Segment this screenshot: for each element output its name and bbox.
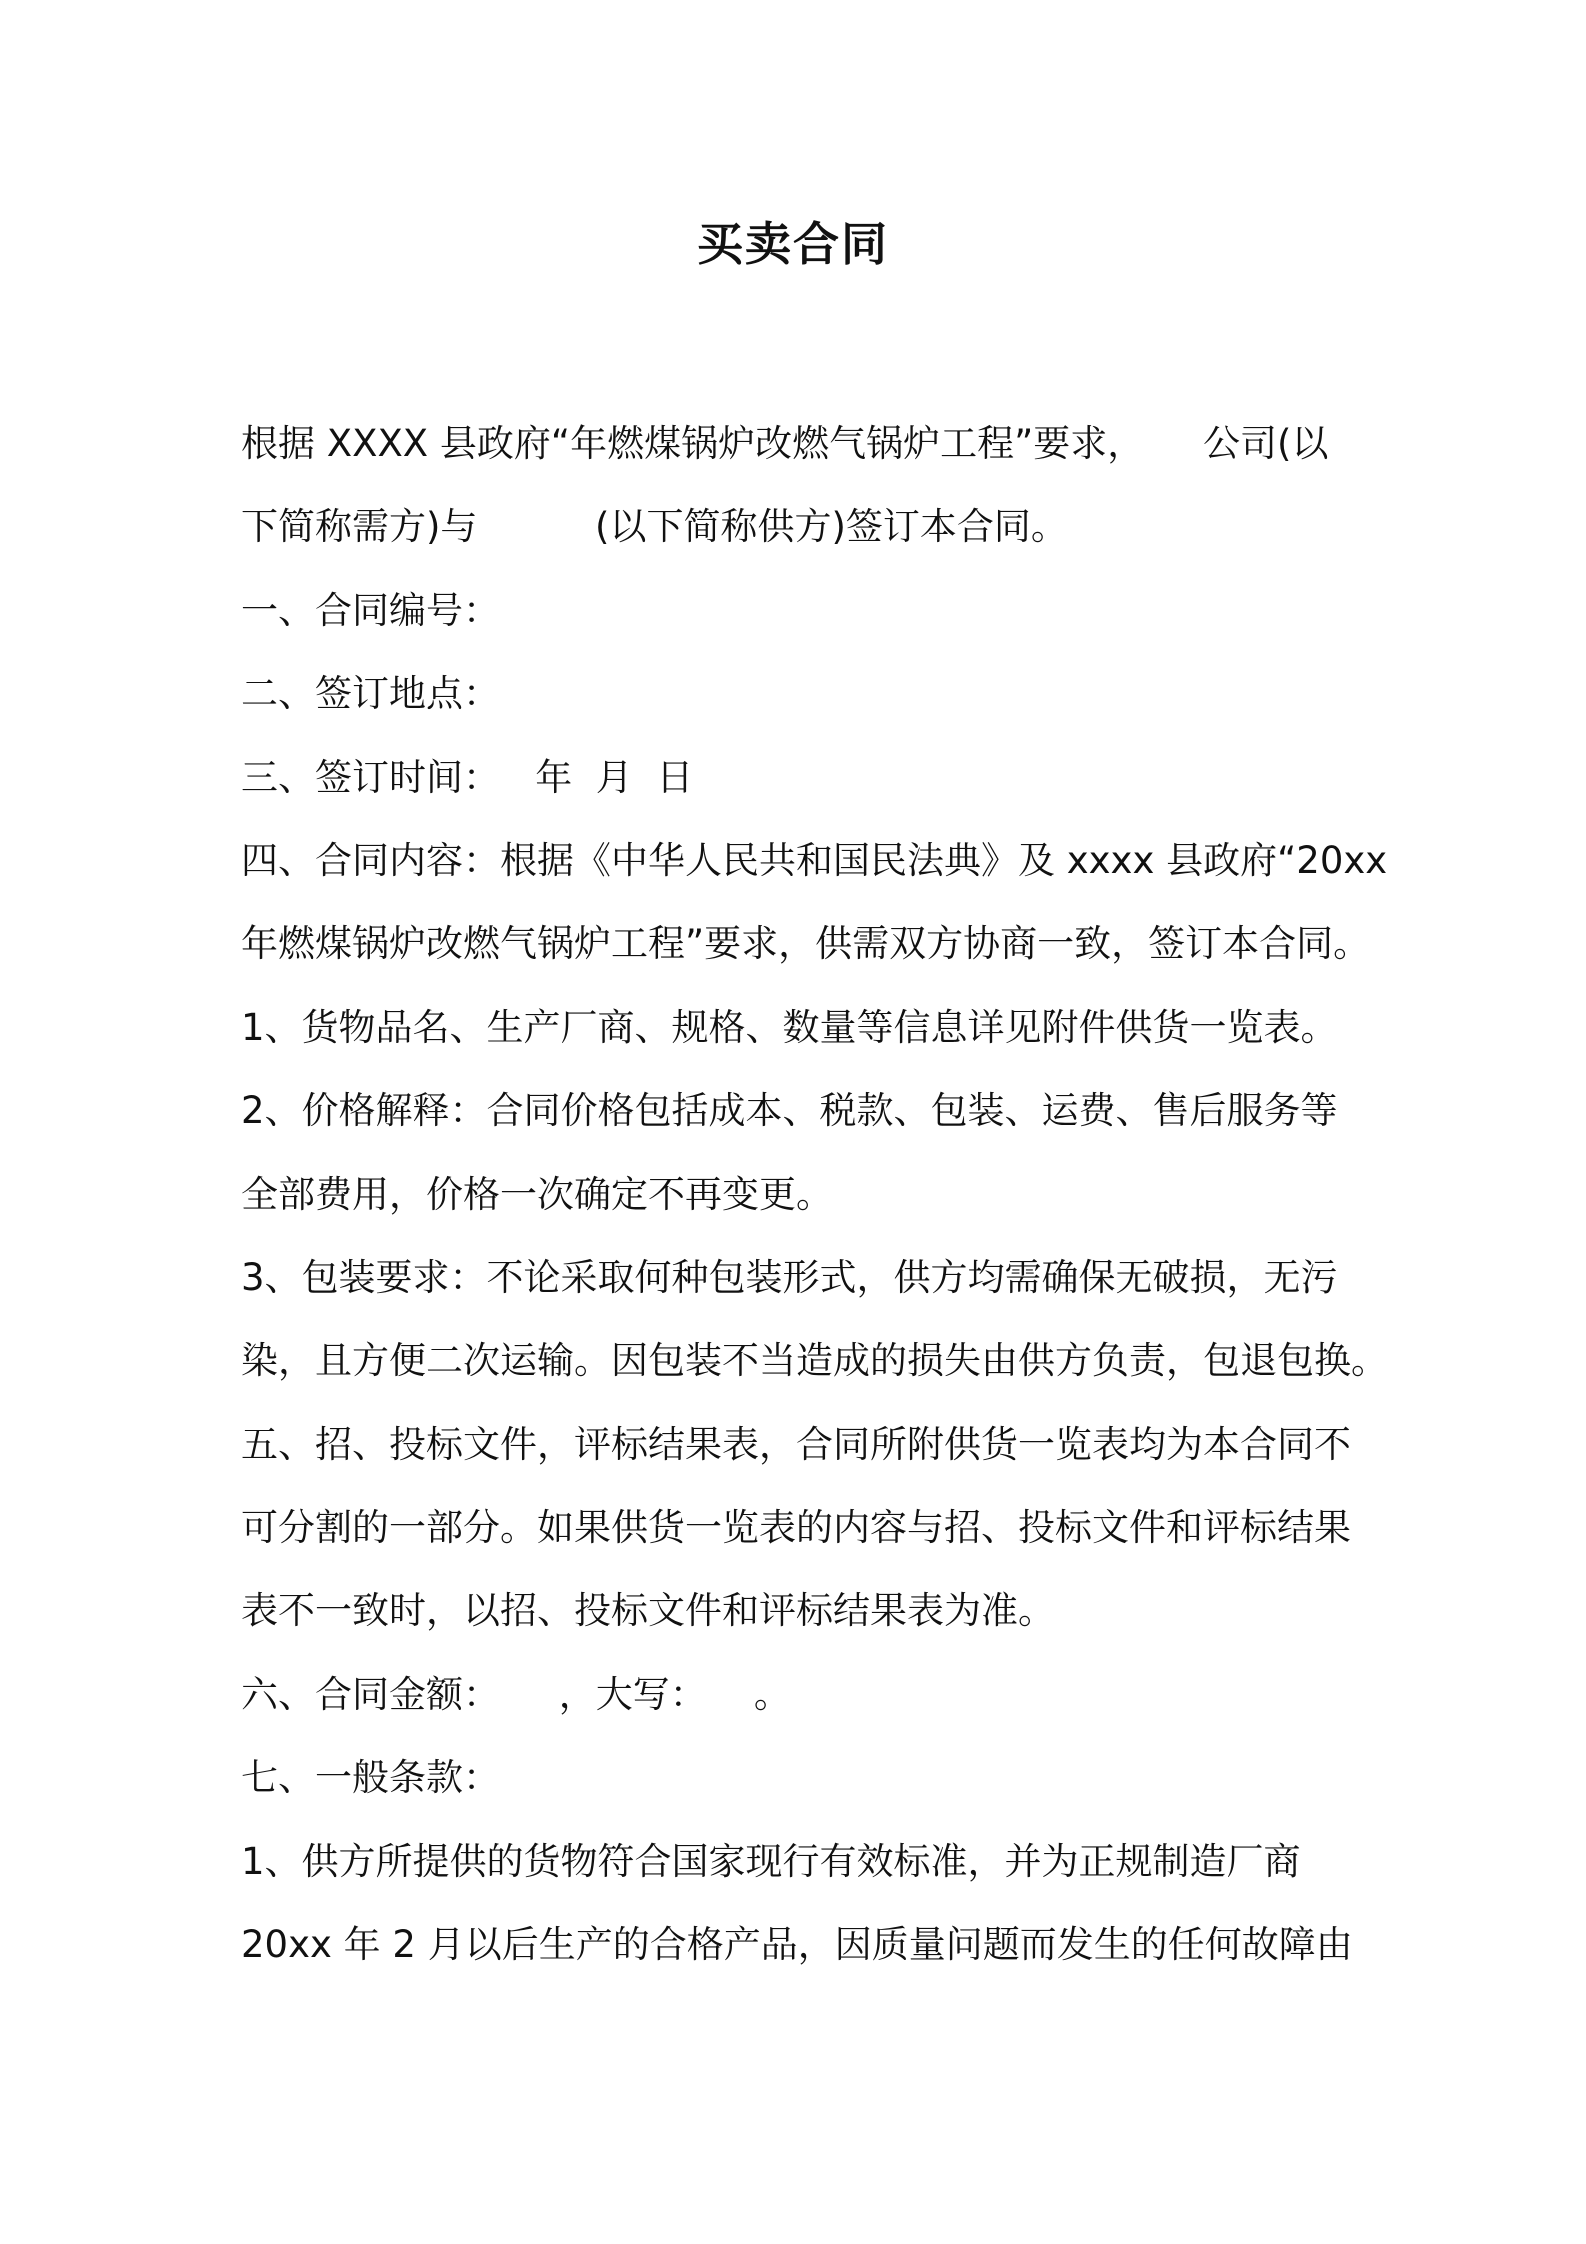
clause-price-explanation: 2、价格解释：合同价格包括成本、税款、包装、运费、售后服务等 [241,1089,1338,1133]
paragraph-line: 根据 XXXX 县政府“年燃煤锅炉改燃气锅炉工程”要求， 公司(以 [241,422,1329,465]
clause-bid-documents: 五、招、投标文件，评标结果表，合同所附供货一览表均为本合同不 [241,1422,1351,1466]
paragraph-line: 表不一致时，以招、投标文件和评标结果表为准。 [241,1589,1055,1633]
contract-title: 买卖合同 [697,217,889,271]
clause-signing-place: 二、签订地点： [241,672,500,716]
clause-general-terms: 七、一般条款： [241,1756,500,1800]
clause-goods-standard: 1、供方所提供的货物符合国家现行有效标准，并为正规制造厂商 [241,1839,1301,1883]
clause-goods-info: 1、货物品名、生产厂商、规格、数量等信息详见附件供货一览表。 [241,1005,1338,1049]
clause-contract-amount: 六、合同金额： ，大写： 。 [241,1672,791,1716]
clause-contract-number: 一、合同编号： [241,588,500,632]
paragraph-line: 染，且方便二次运输。因包装不当造成的损失由供方负责，包退包换。 [241,1339,1388,1383]
clause-contract-content: 四、合同内容：根据《中华人民共和国民法典》及 xxxx 县政府“20xx [241,838,1388,882]
paragraph-line: 20xx 年 2 月以后生产的合格产品，因质量问题而发生的任何故障由 [241,1923,1353,1967]
contract-body [241,402,1388,1986]
clause-packaging: 3、包装要求：不论采取何种包装形式，供方均需确保无破损，无污 [241,1255,1338,1299]
clause-signing-date: 三、签订时间： 年 月 日 [241,755,694,799]
paragraph-line: 年燃煤锅炉改燃气锅炉工程”要求，供需双方协商一致，签订本合同。 [241,922,1371,966]
paragraph-line: 全部费用，价格一次确定不再变更。 [241,1172,833,1216]
paragraph-line: 下简称需方)与 (以下简称供方)签订本合同。 [241,505,1068,549]
paragraph-line: 可分割的一部分。如果供货一览表的内容与招、投标文件和评标结果 [241,1506,1351,1550]
